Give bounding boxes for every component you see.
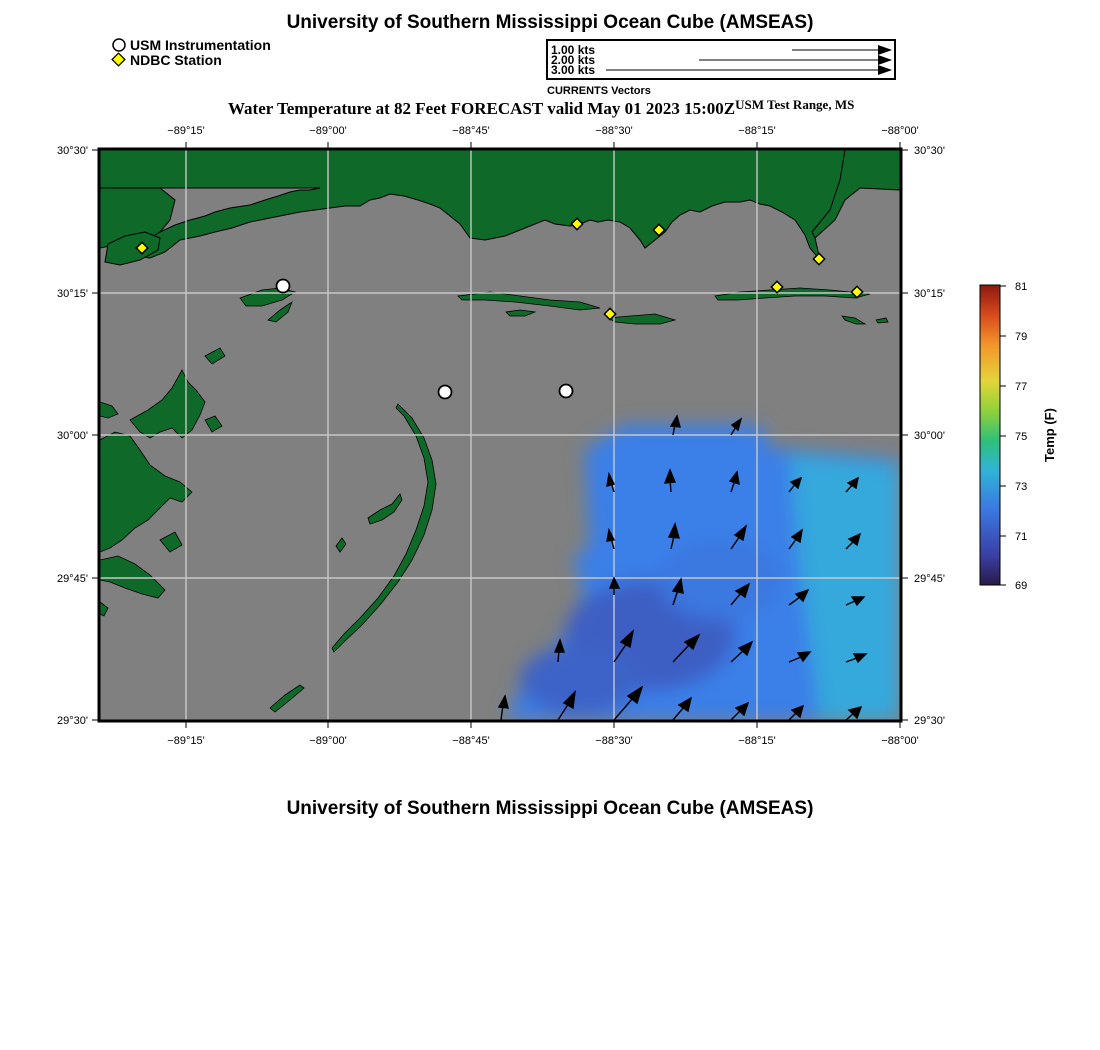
ndbc-marker-icon bbox=[112, 53, 125, 66]
lon-label-top-5: −88°15' bbox=[738, 125, 776, 137]
colorbar-label: Temp (F) bbox=[1042, 408, 1057, 462]
colorbar-tick-77: 77 bbox=[1015, 381, 1028, 393]
lat-labels-right bbox=[914, 145, 945, 727]
lon-label-top-2: −89°00' bbox=[309, 125, 347, 137]
vector-scale-caption: CURRENTS Vectors bbox=[547, 85, 651, 97]
lat-label-left-4: 29°45' bbox=[57, 573, 88, 585]
colorbar-tick-71: 71 bbox=[1015, 531, 1028, 543]
lon-label-bottom-6: −88°00' bbox=[881, 735, 919, 747]
temperature-colorbar bbox=[970, 275, 1070, 605]
map-panel bbox=[0, 120, 960, 760]
colorbar-tick-81: 81 bbox=[1015, 281, 1028, 293]
vector-scale-box bbox=[546, 39, 898, 99]
lon-label-top-3: −88°45' bbox=[452, 125, 490, 137]
usm-station-marker bbox=[277, 280, 290, 293]
vector-scale-label-3: 3.00 kts bbox=[551, 63, 596, 77]
legend-symbols bbox=[110, 36, 130, 70]
colorbar-tick-79: 79 bbox=[1015, 331, 1028, 343]
colorbar-tick-75: 75 bbox=[1015, 431, 1028, 443]
lon-label-bottom-2: −89°00' bbox=[309, 735, 347, 747]
lon-label-bottom-4: −88°30' bbox=[595, 735, 633, 747]
lon-label-top-6: −88°00' bbox=[881, 125, 919, 137]
lat-label-right-3: 30°00' bbox=[914, 430, 945, 442]
colorbar-tick-69: 69 bbox=[1015, 580, 1028, 592]
lat-label-left-1: 30°30' bbox=[57, 145, 88, 157]
page-title: University of Southern Mississippi Ocean Cube (AMSEAS) bbox=[286, 12, 814, 33]
lat-label-right-4: 29°45' bbox=[914, 573, 945, 585]
lon-label-top-1: −89°15' bbox=[167, 125, 205, 137]
colorbar-gradient bbox=[980, 285, 1000, 585]
lat-label-right-5: 29°30' bbox=[914, 715, 945, 727]
lat-label-left-5: 29°30' bbox=[57, 715, 88, 727]
vector-scale-label-2: 2.00 kts bbox=[551, 53, 596, 67]
lon-label-bottom-1: −89°15' bbox=[167, 735, 205, 747]
usm-marker-icon bbox=[113, 39, 125, 51]
usm-station-marker bbox=[439, 386, 452, 399]
lat-label-right-1: 30°30' bbox=[914, 145, 945, 157]
lat-label-left-2: 30°15' bbox=[57, 288, 88, 300]
subtitle-location: USM Test Range, MS bbox=[735, 97, 855, 112]
colorbar-tick-73: 73 bbox=[1015, 481, 1028, 493]
lat-label-left-3: 30°00' bbox=[57, 430, 88, 442]
legend-ndbc-label: NDBC Station bbox=[130, 52, 222, 68]
lon-label-top-4: −88°30' bbox=[595, 125, 633, 137]
top-lon-labels bbox=[167, 125, 918, 137]
legend-usm-label: USM Instrumentation bbox=[130, 37, 271, 53]
lat-labels-left bbox=[57, 145, 88, 727]
lat-label-right-2: 30°15' bbox=[914, 288, 945, 300]
vector-scale-label-1: 1.00 kts bbox=[551, 43, 596, 57]
footer-title: University of Southern Mississippi Ocean Cube (AMSEAS) bbox=[286, 798, 814, 819]
subtitle-main: Water Temperature at 82 Feet FORECAST valid May 01 2023 15:00Z bbox=[228, 99, 736, 118]
map-subtitle bbox=[228, 99, 854, 119]
lon-label-bottom-5: −88°15' bbox=[738, 735, 776, 747]
lon-label-bottom-3: −88°45' bbox=[452, 735, 490, 747]
usm-station-marker bbox=[560, 385, 573, 398]
bottom-lon-labels bbox=[167, 735, 918, 747]
